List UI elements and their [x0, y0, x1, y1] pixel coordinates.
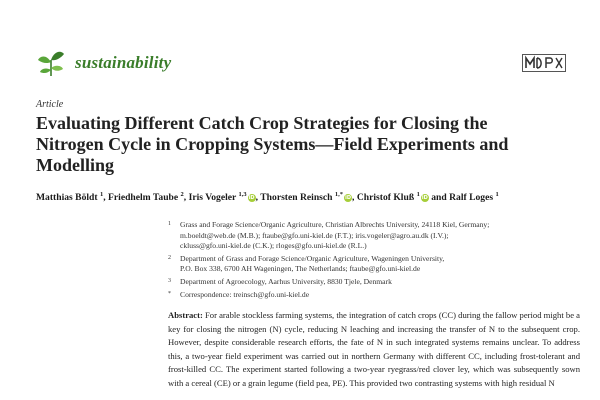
author-affiliation-marker: 2	[180, 191, 184, 198]
affiliation-marker: 3	[168, 277, 171, 284]
affiliation-line: ckluss@gfo.uni-kiel.de (C.K.); rloges@gfo.uni-kiel.de (R.L.)	[180, 241, 367, 251]
abstract	[168, 309, 580, 391]
mdpi-logo-icon	[522, 54, 566, 72]
affiliation-list	[168, 220, 583, 302]
affiliation	[168, 220, 583, 252]
author-name: Thorsten Reinsch	[260, 192, 333, 204]
affiliation-line: Department of Agroecology, Aarhus University, 8830 Tjele, Denmark	[180, 276, 392, 286]
abstract-text: For arable stockless farming systems, the integration of catch crops (CC) during the fallow period might be a key for closing the nitrogen (N) cycle, reducing N leaching and increasing the transfer of N to the subsequent crop. However, despite considerable research efforts, the fate of N in such integrated systems remains unclear. To address this, a two-year field experiment was carried out in northern Germany with different CC, including frost-tolerant and frost-killed CC. The experiment started following a two-year ryegrass/red clover ley, which was subsequently sown with a cereal (CE) or a grain legume (field pea, PE). This provided two contrasting systems with high residual N	[168, 310, 580, 388]
affiliation-marker: 1	[168, 221, 171, 227]
affiliation-line: P.O. Box 338, 6700 AH Wageningen, The Netherlands; ftaube@gfo.uni-kiel.de	[180, 264, 421, 274]
author[interactable]	[108, 192, 184, 203]
affiliation-line: Grass and Forage Science/Organic Agriculture, Christian Albrechts University, 24118 Kiel, Germany;	[180, 220, 490, 229]
journal-name: sustainability	[75, 53, 172, 72]
article-title: Evaluating Different Catch Crop Strategies for Closing the Nitrogen Cycle in Cropping Systems—Field Experiments and Modelling	[36, 113, 509, 175]
author-list: Matthias Böldt $^1$, Friedhelm Taube $^2$, Iris Vogeler $^{1,3}$iD, Thorsten Reinsch $^{1,*}$iD, Christof Kluß $^1$iD and Ralf Loges $^1$	[36, 191, 499, 204]
affiliation-marker: 2	[168, 254, 171, 261]
author-name: Iris Vogeler	[188, 192, 237, 204]
author-affiliation-marker: 1	[416, 191, 420, 198]
orcid-icon[interactable]: iD	[345, 195, 351, 202]
author-affiliation-marker: 1	[495, 191, 499, 198]
journal-header	[36, 46, 566, 80]
author-name: Matthias Böldt	[36, 192, 98, 204]
author[interactable]	[189, 192, 256, 203]
author[interactable]	[357, 192, 429, 203]
affiliation	[168, 254, 583, 275]
leaf-icon	[36, 48, 66, 78]
affiliation-line: Department of Grass and Forage Science/Organic Agriculture, Wageningen University,	[180, 253, 445, 263]
affiliation-marker: *	[168, 290, 171, 297]
author-name: Christof Kluß	[356, 192, 415, 204]
affiliation	[168, 290, 583, 301]
author[interactable]	[449, 192, 499, 203]
affiliation-line: Correspondence: treinsch@gfo.uni-kiel.de	[180, 289, 310, 299]
author[interactable]	[36, 192, 103, 203]
affiliation-line: m.boeldt@web.de (M.B.); ftaube@gfo.uni-kiel.de (F.T.); iris.vogeler@agro.au.dk (I.V.);	[180, 230, 449, 240]
article-type: Article	[36, 99, 64, 110]
abstract-label: Abstract:	[168, 310, 203, 320]
author[interactable]	[260, 192, 352, 203]
author-affiliation-marker: 1,*	[334, 191, 344, 198]
author-name: Friedhelm Taube	[108, 192, 179, 204]
author-affiliation-marker: 1	[99, 191, 104, 198]
orcid-icon[interactable]: iD	[248, 195, 255, 202]
author-affiliation-marker: 1,3	[238, 191, 247, 198]
affiliation	[168, 277, 583, 288]
author-name: Ralf Loges	[449, 192, 494, 204]
orcid-icon[interactable]: iD	[421, 195, 428, 202]
author-connector: and	[431, 192, 447, 204]
